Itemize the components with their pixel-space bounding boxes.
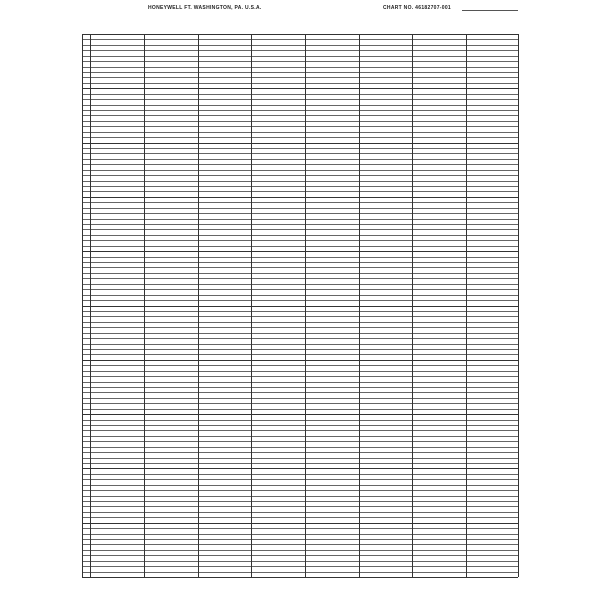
manufacturer-label: HONEYWELL FT. WASHINGTON, PA. U.S.A. xyxy=(148,5,262,11)
chart-number-label: CHART NO. 46182707-001 xyxy=(383,5,452,11)
